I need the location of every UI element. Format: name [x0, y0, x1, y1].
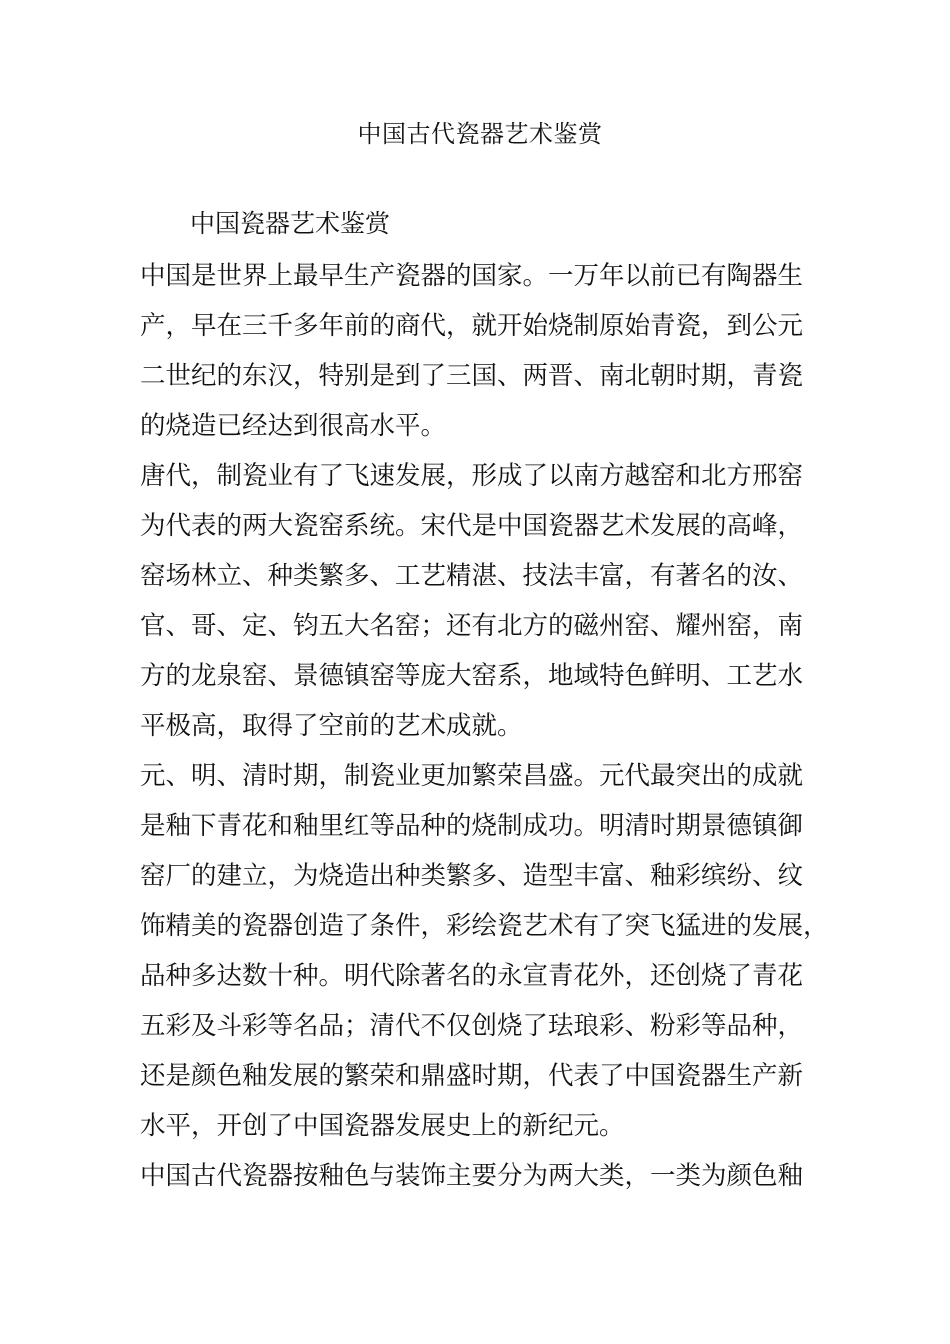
- text-line: 方的龙泉窑、景德镇窑等庞大窑系，地域特色鲜明、工艺水: [140, 661, 804, 691]
- text-line: 中国是世界上最早生产瓷器的国家。一万年以前已有陶器生: [140, 261, 804, 291]
- text-line: 窑厂的建立，为烧造出种类繁多、造型丰富、釉彩缤纷、纹: [140, 861, 804, 891]
- text-line: 饰精美的瓷器创造了条件，彩绘瓷艺术有了突飞猛进的发展，: [140, 911, 829, 941]
- text-line: 水平，开创了中国瓷器发展史上的新纪元。: [140, 1111, 625, 1141]
- document-subtitle: 中国瓷器艺术鉴赏: [190, 209, 391, 238]
- document-title: 中国古代瓷器艺术鉴赏: [357, 120, 603, 148]
- text-line: 产，早在三千多年前的商代，就开始烧制原始青瓷，到公元: [140, 311, 804, 341]
- text-line: 中国古代瓷器按釉色与装饰主要分为两大类，一类为颜色釉: [140, 1161, 804, 1191]
- text-line: 二世纪的东汉，特别是到了三国、两晋、南北朝时期，青瓷: [140, 361, 804, 391]
- text-line: 官、哥、定、钧五大名窑；还有北方的磁州窑、耀州窑，南: [140, 611, 804, 641]
- text-line: 的烧造已经达到很高水平。: [140, 411, 447, 441]
- text-line: 窑场林立、种类繁多、工艺精湛、技法丰富，有著名的汝、: [140, 561, 804, 591]
- text-line: 还是颜色釉发展的繁荣和鼎盛时期，代表了中国瓷器生产新: [140, 1061, 804, 1091]
- text-line: 五彩及斗彩等名品；清代不仅创烧了珐琅彩、粉彩等品种，: [140, 1011, 804, 1041]
- text-line: 元、明、清时期，制瓷业更加繁荣昌盛。元代最突出的成就: [140, 761, 804, 791]
- document-body: [140, 255, 840, 1205]
- text-line: 为代表的两大瓷窑系统。宋代是中国瓷器艺术发展的高峰，: [140, 511, 804, 541]
- text-line: 是釉下青花和釉里红等品种的烧制成功。明清时期景德镇御: [140, 811, 804, 841]
- text-line: 唐代，制瓷业有了飞速发展，形成了以南方越窑和北方邢窑: [140, 461, 804, 491]
- text-line: 品种多达数十种。明代除著名的永宣青花外，还创烧了青花: [140, 961, 804, 991]
- text-line: 平极高，取得了空前的艺术成就。: [140, 711, 523, 741]
